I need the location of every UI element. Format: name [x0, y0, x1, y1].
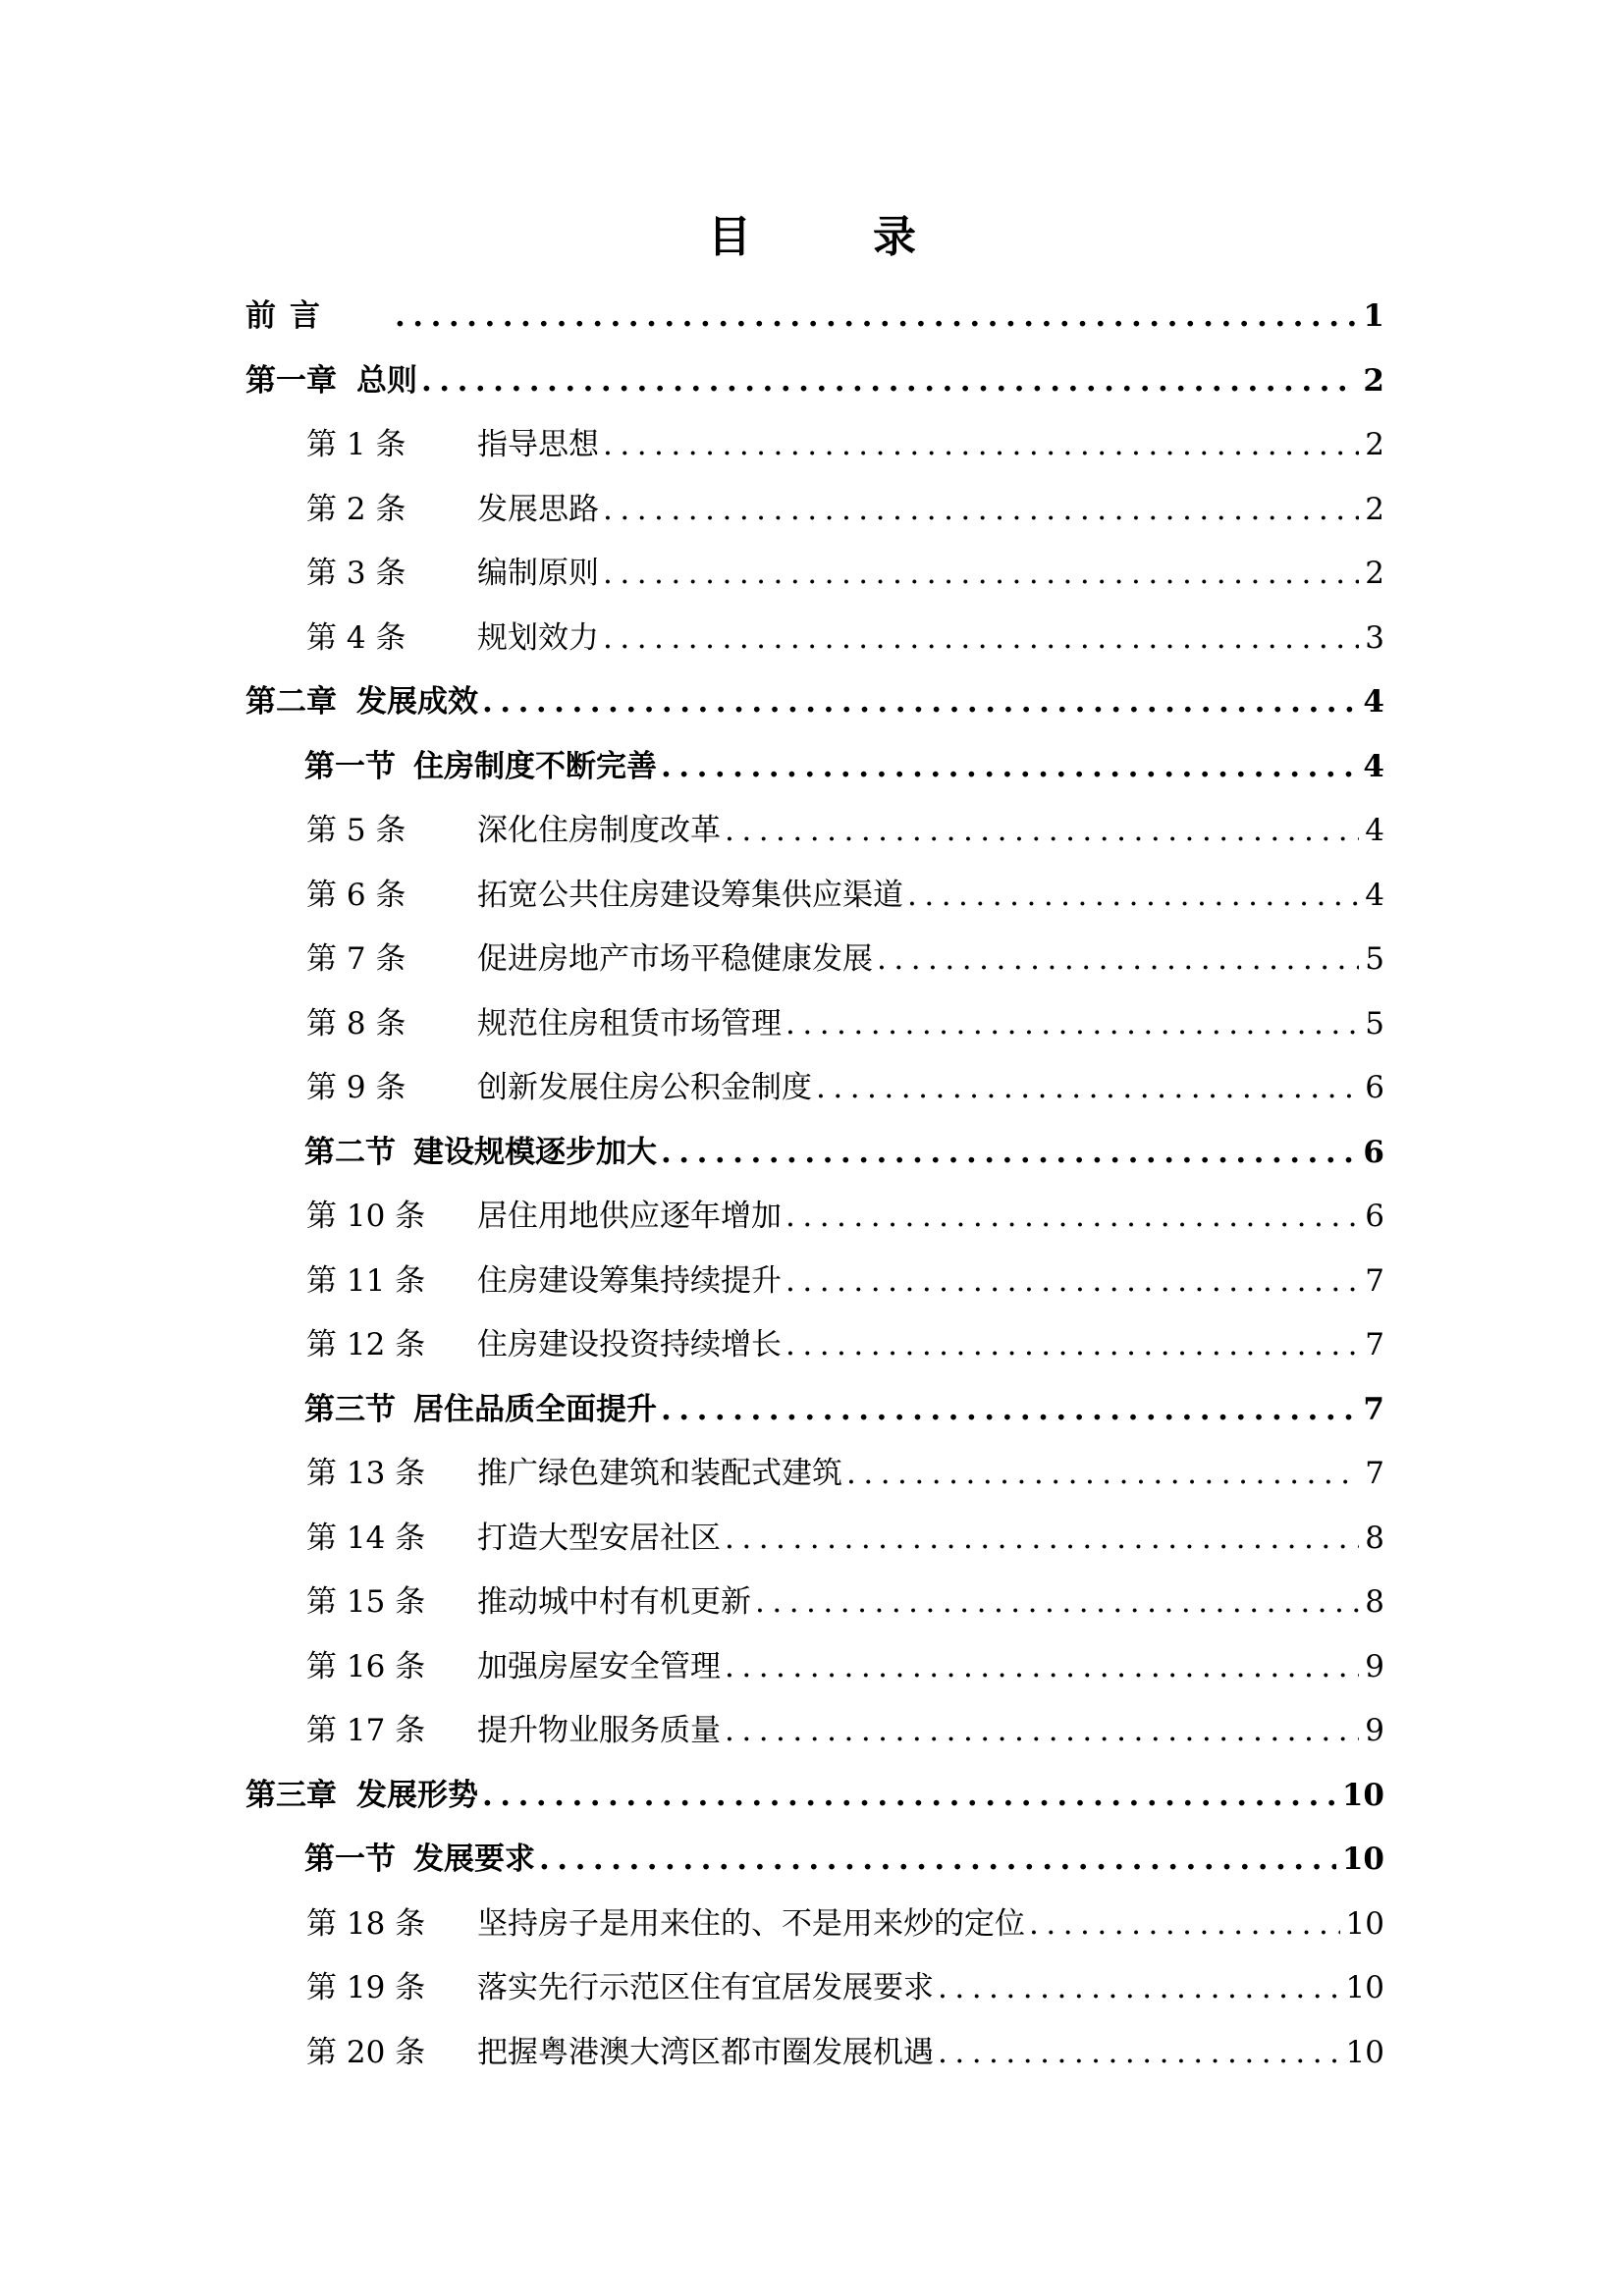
toc-entry-article-4[interactable] [245, 607, 1384, 671]
toc-entry-title: 推动城中村有机更新 [477, 1584, 751, 1620]
toc-page-number: 10 [1341, 1842, 1384, 1877]
toc-chapter-number: 第一章 [245, 362, 337, 399]
toc-entry-chapter-2[interactable] [245, 670, 1384, 735]
toc-page-number: 7 [1363, 1391, 1384, 1427]
toc-article-number: 第 12 条 [306, 1327, 426, 1362]
dot-leader [846, 1442, 1359, 1507]
dot-leader [603, 478, 1359, 543]
toc-entry-title: 落实先行示范区住有宜居发展要求 [477, 1970, 934, 2005]
toc-page-number: 1 [1363, 298, 1384, 334]
toc-entry-title: 住房建设筹集持续提升 [477, 1262, 782, 1299]
dot-leader [603, 607, 1359, 671]
toc-page-number: 8 [1365, 1520, 1384, 1556]
toc-entry-title: 促进房地产市场平稳健康发展 [477, 941, 873, 977]
toc-entry-article-1[interactable] [245, 413, 1384, 478]
dot-leader [725, 1507, 1359, 1572]
dot-leader [603, 413, 1359, 478]
toc-page-number: 7 [1365, 1327, 1384, 1362]
toc-entry-title: 拓宽公共住房建设筹集供应渠道 [477, 877, 903, 913]
toc-article-number: 第 13 条 [306, 1456, 426, 1491]
toc-entry-title: 编制原则 [477, 556, 599, 591]
dot-leader [877, 928, 1359, 992]
toc-page-number: 10 [1345, 1905, 1384, 1942]
toc-entry-article-11[interactable] [245, 1250, 1384, 1314]
dot-leader [395, 285, 1357, 349]
dot-leader [661, 735, 1357, 800]
toc-article-number: 第 9 条 [306, 1070, 406, 1105]
toc-page-number: 6 [1365, 1070, 1384, 1105]
dot-leader [785, 992, 1359, 1057]
toc-entry-article-13[interactable] [245, 1442, 1384, 1507]
toc-entry-article-7[interactable] [245, 928, 1384, 992]
toc-entry-title: 住房建设投资持续增长 [477, 1327, 782, 1362]
toc-entry-article-19[interactable] [245, 1956, 1384, 2021]
toc-entry-title: 规划效力 [477, 619, 599, 656]
dot-leader [661, 1121, 1357, 1186]
toc-article-number: 第 16 条 [306, 1648, 426, 1684]
toc-entry-preface[interactable] [245, 285, 1384, 349]
toc-article-number: 第 19 条 [306, 1970, 426, 2005]
toc-entry-title: 创新发展住房公积金制度 [477, 1070, 812, 1105]
toc-page-number: 7 [1365, 1456, 1384, 1491]
toc-entry-title: 居住品质全面提升 [413, 1391, 657, 1427]
dot-leader [785, 1313, 1359, 1378]
toc-section-number: 第二节 [304, 1134, 396, 1170]
toc-article-number: 第 17 条 [306, 1713, 426, 1748]
dot-leader [907, 864, 1359, 929]
toc-entry-article-5[interactable] [245, 799, 1384, 864]
toc-page-number: 5 [1365, 1005, 1384, 1041]
toc-entry-title: 坚持房子是用来住的、不是用来炒的定位 [477, 1905, 1025, 1942]
toc-section-number: 第一节 [304, 1842, 396, 1877]
toc-entry-chapter-2-section-3[interactable] [245, 1378, 1384, 1443]
dot-leader [816, 1056, 1359, 1121]
toc-article-number: 第 8 条 [306, 1005, 406, 1041]
toc-page-number: 4 [1365, 877, 1384, 913]
dot-leader [785, 1250, 1359, 1314]
dot-leader [482, 1764, 1336, 1829]
toc-article-number: 第 20 条 [306, 2034, 426, 2070]
toc-article-number: 第 5 条 [306, 813, 406, 848]
toc-entry-article-9[interactable] [245, 1056, 1384, 1121]
dot-leader [1029, 1893, 1340, 1957]
dot-leader [755, 1571, 1359, 1635]
toc-article-number: 第 18 条 [306, 1905, 426, 1942]
toc-entry-title: 发展成效 [356, 684, 478, 720]
toc-section-number: 第三节 [304, 1391, 396, 1427]
dot-leader [725, 799, 1359, 864]
toc-entry-article-16[interactable] [245, 1635, 1384, 1700]
dot-leader [661, 1378, 1357, 1443]
toc-entry-article-3[interactable] [245, 542, 1384, 607]
toc-page-number: 2 [1363, 362, 1384, 399]
dot-leader [725, 1699, 1359, 1764]
toc-page-number: 6 [1363, 1134, 1384, 1170]
toc-page-number: 8 [1365, 1584, 1384, 1620]
table-of-contents [245, 285, 1384, 2085]
toc-article-number: 第 7 条 [306, 941, 406, 977]
toc-page-number: 4 [1363, 748, 1384, 784]
toc-article-number: 第 14 条 [306, 1520, 426, 1556]
toc-page-number: 2 [1365, 427, 1384, 462]
toc-entry-chapter-1[interactable] [245, 349, 1384, 414]
toc-entry-article-20[interactable] [245, 2021, 1384, 2086]
dot-leader [938, 2021, 1340, 2086]
toc-page-number: 10 [1345, 1970, 1384, 2005]
toc-article-number: 第 10 条 [306, 1199, 426, 1234]
toc-entry-title: 打造大型安居社区 [477, 1520, 721, 1556]
toc-entry-title: 提升物业服务质量 [477, 1713, 721, 1748]
toc-page-number: 10 [1345, 2034, 1384, 2070]
toc-page-number: 5 [1365, 941, 1384, 977]
toc-page-number: 6 [1365, 1199, 1384, 1234]
toc-entry-title: 发展要求 [413, 1842, 535, 1877]
toc-entry-article-2[interactable] [245, 478, 1384, 543]
toc-article-number: 第 11 条 [306, 1262, 426, 1299]
toc-entry-title: 指导思想 [477, 427, 599, 462]
toc-entry-title: 推广绿色建筑和装配式建筑 [477, 1456, 842, 1491]
toc-entry-article-6[interactable] [245, 864, 1384, 929]
toc-article-number: 第 6 条 [306, 877, 406, 913]
toc-page-number: 10 [1341, 1777, 1384, 1813]
toc-entry-title: 发展形势 [356, 1777, 478, 1813]
dot-leader [785, 1185, 1359, 1250]
toc-page-number: 9 [1365, 1648, 1384, 1684]
toc-article-number: 第 15 条 [306, 1584, 426, 1620]
page-title: 目 录 [708, 212, 955, 262]
toc-entry-article-18[interactable] [245, 1893, 1384, 1957]
dot-leader [421, 349, 1357, 414]
toc-entry-chapter-2-section-1[interactable] [245, 735, 1384, 800]
dot-leader [725, 1635, 1359, 1700]
dot-leader [539, 1828, 1336, 1893]
toc-entry-article-14[interactable] [245, 1507, 1384, 1572]
toc-entry-title: 总则 [356, 362, 417, 399]
toc-entry-article-10[interactable] [245, 1185, 1384, 1250]
toc-section-number: 第一节 [304, 748, 396, 784]
toc-page-number: 2 [1365, 491, 1384, 527]
toc-entry-title: 把握粤港澳大湾区都市圈发展机遇 [477, 2034, 934, 2070]
toc-entry-title: 住房制度不断完善 [413, 748, 657, 784]
toc-chapter-number: 第二章 [245, 684, 337, 720]
toc-entry-title: 发展思路 [477, 491, 599, 527]
toc-entry-chapter-3[interactable] [245, 1764, 1384, 1829]
toc-page-number: 3 [1365, 619, 1384, 656]
toc-chapter-number: 第三章 [245, 1777, 337, 1813]
toc-entry-title: 深化住房制度改革 [477, 813, 721, 848]
toc-article-number: 第 2 条 [306, 491, 406, 527]
toc-article-number: 第 3 条 [306, 556, 406, 591]
toc-entry-article-8[interactable] [245, 992, 1384, 1057]
dot-leader [938, 1956, 1340, 2021]
toc-entry-article-17[interactable] [245, 1699, 1384, 1764]
toc-page-number: 9 [1365, 1713, 1384, 1748]
toc-article-number: 第 4 条 [306, 619, 406, 656]
toc-entry-title: 加强房屋安全管理 [477, 1648, 721, 1684]
toc-entry-title: 规范住房租赁市场管理 [477, 1005, 782, 1041]
toc-entry-chapter-2-section-2[interactable] [245, 1121, 1384, 1186]
dot-leader [603, 542, 1359, 607]
dot-leader [482, 670, 1357, 735]
toc-entry-title: 建设规模逐步加大 [413, 1134, 657, 1170]
toc-entry-article-15[interactable] [245, 1571, 1384, 1635]
toc-entry-chapter-3-section-1[interactable] [245, 1828, 1384, 1893]
toc-page-number: 7 [1365, 1262, 1384, 1299]
toc-entry-label: 前言 [245, 298, 334, 334]
toc-entry-article-12[interactable] [245, 1313, 1384, 1378]
toc-page-number: 4 [1363, 684, 1384, 720]
toc-article-number: 第 1 条 [306, 427, 406, 462]
toc-page-number: 2 [1365, 556, 1384, 591]
toc-entry-title: 居住用地供应逐年增加 [477, 1199, 782, 1234]
toc-page-number: 4 [1365, 813, 1384, 848]
